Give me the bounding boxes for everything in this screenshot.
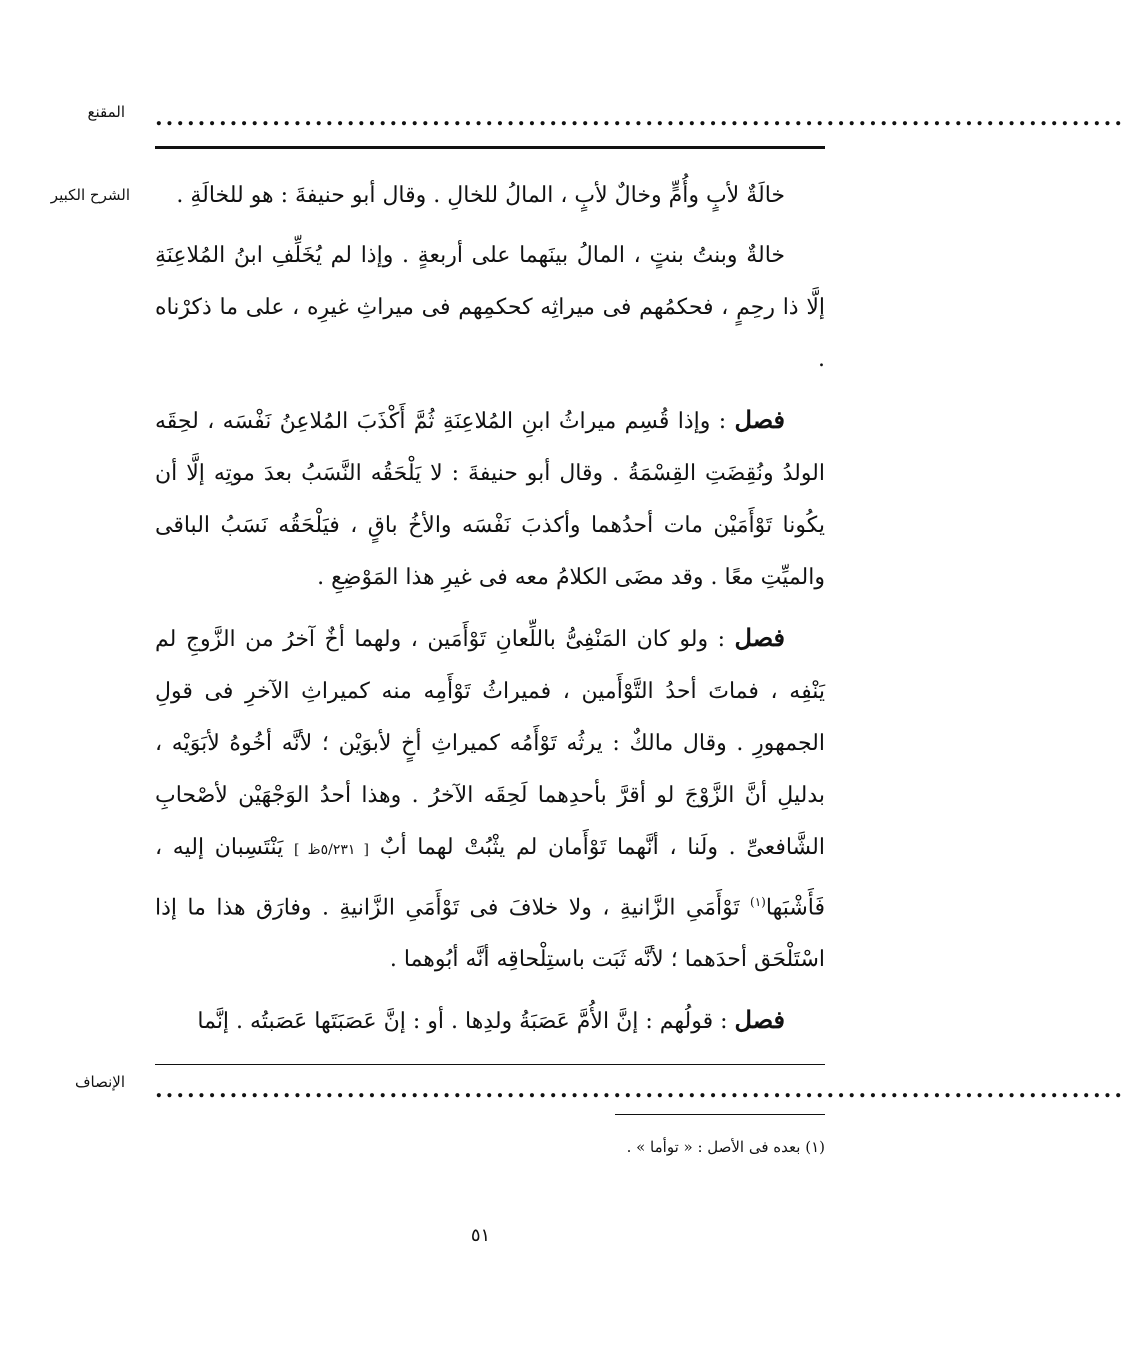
paragraph-1: خالَةٌ لأبٍ وأُمٍّ وخالٌ لأبٍ ، المالُ للخالِ . وقال أبو حنيفةَ : هو للخالَةِ .	[176, 183, 785, 208]
insaf-top-rule	[155, 1064, 825, 1065]
footnote: (١) بعده فى الأصل : « توأما » .	[626, 1138, 825, 1156]
paragraph-4-text-c: تَوْأَمَىِ الزَّانيةِ ، ولا خلافَ فى تَوْأَمَىِ الزَّانيةِ . وفارَق هذا ما إذا اسْتَلْحَق أحدَهما ؛ لأنَّه ثَبَت باستِلْحاقِه أنَّه أبُوهما .	[155, 895, 825, 973]
paragraph-3-text: : وإذا قُسِم ميراثُ ابنِ المُلاعِنَةِ ثُمَّ أَكْذَبَ المُلاعِنُ نَفْسَه ، لحِقَه الولدُ ونُقِضَتِ القِسْمَةُ . وقال أبو حنيفةَ : لا يَلْحَقُه النَّسَبُ بعدَ موتِه إلَّا أن يكُونا تَوْأَمَيْن مات أحدُهما وأكذبَ نَفْسَه والأخُ باقٍ ، فيَلْحَقُه نَسَبُ الباقى والميِّتِ معًا . وقد مضَى الكلامُ معه فى غيرِ هذا المَوْضِعِ .	[155, 409, 825, 590]
footnote-reference: (١)	[750, 895, 766, 909]
section-heading: فصل	[734, 1005, 785, 1035]
insaf-dotted-rule: ...........................................................................................	[155, 1077, 1125, 1103]
paragraph-3	[155, 394, 825, 604]
side-label-sharh-kabir: الشرح الكبير	[50, 186, 130, 204]
paragraph-5	[155, 994, 825, 1048]
header-label-muqni: المقنع	[87, 103, 125, 121]
paragraph-2: خالةٌ وبنتُ بنتٍ ، المالُ بينَهما على أربعةٍ . وإذا لم يُخَلِّفِ ابنُ المُلاعِنَةِ إلَّا ذا رحِمٍ ، فحكمُهم فى ميراثِه كحكمِهم فى ميراثِ غيرِه ، على ما ذكرْناه .	[155, 243, 825, 372]
side-label-insaf: الإنصاف	[74, 1073, 125, 1091]
main-text	[155, 170, 825, 1056]
header-thick-rule	[155, 146, 825, 149]
paragraph-4-text-b: يَنْتَسِبان إليه ، فَأَشْبَها	[155, 835, 825, 921]
folio-marker: [ ٥/٢٣١ظ ]	[294, 842, 370, 858]
section-heading: فصل	[734, 623, 786, 652]
paragraph-4-text-a: : ولو كان المَنْفِىُّ باللِّعانِ تَوْأَمَين ، ولهما أخٌ آخرُ من الزَّوجِ لم يَنْفِه ، فماتَ أحدُ التَّوْأَمين ، فميراثُ تَوْأَمِه منه كميراثِ الآخرِ فى قولِ الجمهورِ . وقال مالكٌ : يرثُه تَوْأَمُه كميراثِ أخٍ لأبوَيْن ؛ لأنَّه أخُوهُ لأبَوَيْه ، بدليلِ أنَّ الزَّوْجَ لو أقرَّ بأحدِهما لَحِقَه الآخرُ . وهذا أحدُ الوَجْهَيْن لأصْحابِ الشَّافعىِّ . ولَنا ، أنَّهما تَوْأَمان لم يثْبُتْ لهما أبٌ	[155, 627, 825, 860]
paragraph-5-text: : قولُهم : إنَّ الأُمَّ عَصَبَةُ ولدِها . أو : إنَّ عَصَبَتَها عَصَبتُه . إنَّما	[197, 1009, 728, 1035]
footnote-separator	[615, 1114, 825, 1115]
paragraph-4	[155, 612, 825, 986]
header-dotted-rule: ...........................................................................................	[155, 105, 1125, 131]
page-number: ٥١	[470, 1225, 491, 1246]
section-heading: فصل	[734, 405, 785, 434]
